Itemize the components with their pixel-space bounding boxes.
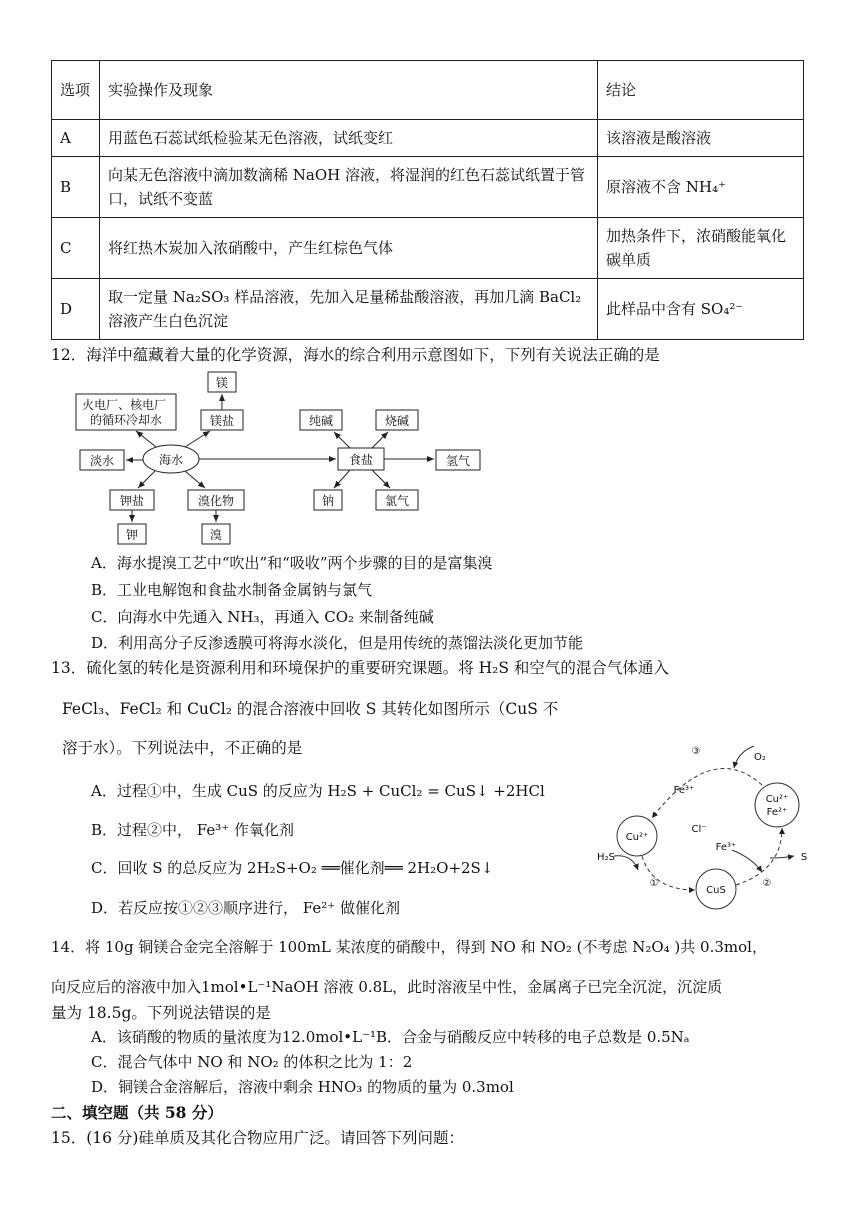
label-cu: Cu²⁺ <box>625 832 649 843</box>
label-cooling: 火电厂、核电厂 的循环冷却水 <box>82 398 167 427</box>
arrow-to-ksalt <box>138 471 155 488</box>
label-seawater: 海水 <box>158 453 184 467</box>
q14-stem-2: 向反应后的溶液中加入1mol•L⁻¹NaOH 溶液 0.8L，此时溶液呈中性，金属离子已完全沉淀，沉淀质 <box>51 978 723 996</box>
label-step2: ② <box>762 878 772 889</box>
row-operation: 将红热木炭加入浓硝酸中，产生红棕色气体 <box>100 218 598 279</box>
label-cu-fe-2: Fe²⁺ <box>766 807 788 818</box>
arrow-to-bromide <box>185 471 205 488</box>
label-caustic: 烧碱 <box>384 414 410 428</box>
row-conclusion: 原溶液不含 NH₄⁺ <box>598 157 804 218</box>
q12-option-c: C．向海水中先通入 NH₃，再通入 CO₂ 来制备纯碱 <box>91 608 434 626</box>
q14-stem-1: 14．将 10g 铜镁合金完全溶解于 100mL 某浓度的硝酸中，得到 NO 和 NO₂ (不考虑 N₂O₄ )共 0.3mol， <box>51 938 767 956</box>
q13-option-c: C．回收 S 的总反应为 2H₂S+O₂ ══催化剂══ 2H₂O+2S↓ <box>91 859 494 877</box>
q13-stem-1: 13．硫化氢的转化是资源利用和环境保护的重要研究课题。将 H₂S 和空气的混合气体通入 <box>51 659 669 677</box>
label-ksalt: 钾盐 <box>119 494 145 508</box>
label-step3: ③ <box>691 746 701 757</box>
label-fe3-top: Fe³⁺ <box>673 785 695 796</box>
table-header-row <box>52 61 804 120</box>
label-cl: Cl⁻ <box>691 824 707 835</box>
row-operation: 取一定量 Na₂SO₃ 样品溶液，先加入足量稀盐酸溶液，再加几滴 BaCl₂ 溶液产生白色沉淀 <box>100 279 598 340</box>
arrow-h2s <box>614 856 638 870</box>
q13-stem-3: 溶于水）。下列说法中，不正确的是 <box>62 739 303 757</box>
q13-stem-2: FeCl₃、FeCl₂ 和 CuCl₂ 的混合溶液中回收 S 其转化如图所示（CuS 不 <box>62 700 559 718</box>
arrow-to-cl2 <box>372 470 390 488</box>
circle-cu-fe <box>755 783 799 827</box>
q12-option-a: A．海水提溴工艺中“吹出”和“吸收”两个步骤的目的是富集溴 <box>91 554 493 572</box>
label-h2s: H₂S <box>597 852 615 863</box>
label-step1: ① <box>649 878 659 889</box>
q13-option-a: A．过程①中，生成 CuS 的反应为 H₂S + CuCl₂ = CuS↓ +2HCl <box>91 782 545 800</box>
row-operation: 向某无色溶液中滴加数滴稀 NaOH 溶液，将湿润的红色石蕊试纸置于管口，试纸不变蓝 <box>100 157 598 218</box>
arrow-fe3-in <box>732 850 762 872</box>
arrow-to-soda <box>334 432 350 448</box>
q13-option-b: B．过程②中， Fe³⁺ 作氧化剂 <box>91 821 294 839</box>
row-conclusion: 该溶液是酸溶液 <box>598 120 804 157</box>
q14-stem-3: 量为 18.5g。下列说法错误的是 <box>51 1004 271 1022</box>
table-row <box>52 218 804 279</box>
table-row <box>52 120 804 157</box>
label-cu-fe-1: Cu²⁺ <box>765 794 789 805</box>
label-mg: 镁 <box>215 376 229 390</box>
label-soda: 纯碱 <box>308 414 334 428</box>
label-k: 钾 <box>125 528 139 542</box>
header-conclusion: 结论 <box>598 61 804 120</box>
label-cl2: 氯气 <box>384 494 410 508</box>
section-2-heading: 二、填空题（共 58 分） <box>51 1103 223 1122</box>
arrow-to-cooling <box>136 431 156 447</box>
label-bromide: 溴化物 <box>197 494 235 508</box>
seawater-diagram <box>70 368 490 548</box>
label-mgsalt: 镁盐 <box>209 414 235 428</box>
header-operation: 实验操作及现象 <box>100 61 598 120</box>
q15-stem: 15．(16 分)硅单质及其化合物应用广泛。请回答下列问题： <box>51 1129 464 1147</box>
options-table <box>51 60 804 340</box>
label-br: 溴 <box>209 528 223 542</box>
label-s: S <box>800 852 808 863</box>
row-option: D <box>52 279 100 340</box>
arrow-to-mgsalt <box>185 431 210 447</box>
label-salt: 食盐 <box>348 453 374 467</box>
dashed-path-2 <box>736 828 782 885</box>
label-h2: 氢气 <box>445 454 471 468</box>
row-operation: 用蓝色石蕊试纸检验某无色溶液，试纸变红 <box>100 120 598 157</box>
label-freshwater: 淡水 <box>89 454 115 468</box>
row-conclusion: 此样品中含有 SO₄²⁻ <box>598 279 804 340</box>
table-row <box>52 279 804 340</box>
label-na: 钠 <box>321 494 335 508</box>
q12-option-d: D．利用高分子反渗透膜可将海水淡化，但是用传统的蒸馏法淡化更加节能 <box>91 634 584 652</box>
q12-option-b: B．工业电解饱和食盐水制备金属钠与氯气 <box>91 581 373 599</box>
arrow-to-caustic <box>372 432 388 448</box>
label-fe3-bottom: Fe³⁺ <box>715 842 737 853</box>
q13-option-d: D．若反应按①②③顺序进行， Fe²⁺ 做催化剂 <box>91 899 400 917</box>
header-option: 选项 <box>52 61 100 120</box>
row-option: C <box>52 218 100 279</box>
arrow-to-na <box>334 470 350 488</box>
q14-option-d: D．铜镁合金溶解后，溶液中剩余 HNO₃ 的物质的量为 0.3mol <box>91 1078 514 1096</box>
q14-option-ab: A．该硝酸的物质的量浓度为12.0mol•L⁻¹B．合金与硝酸反应中转移的电子总数是 0.5Nₐ <box>91 1028 690 1046</box>
label-o2: O₂ <box>754 752 766 763</box>
q14-option-c: C．混合气体中 NO 和 NO₂ 的体积之比为 1：2 <box>91 1053 413 1071</box>
row-option: A <box>52 120 100 157</box>
table-row <box>52 157 804 218</box>
h2s-cycle-diagram <box>592 740 822 920</box>
row-option: B <box>52 157 100 218</box>
label-cus: CuS <box>706 885 726 896</box>
arrow-s-out <box>770 856 794 858</box>
row-conclusion: 加热条件下，浓硝酸能氧化碳单质 <box>598 218 804 279</box>
arrow-o2 <box>734 746 754 768</box>
q12-stem: 12．海洋中蕴藏着大量的化学资源，海水的综合利用示意图如下，下列有关说法正确的是 <box>51 346 660 364</box>
dashed-path-3 <box>652 769 762 818</box>
